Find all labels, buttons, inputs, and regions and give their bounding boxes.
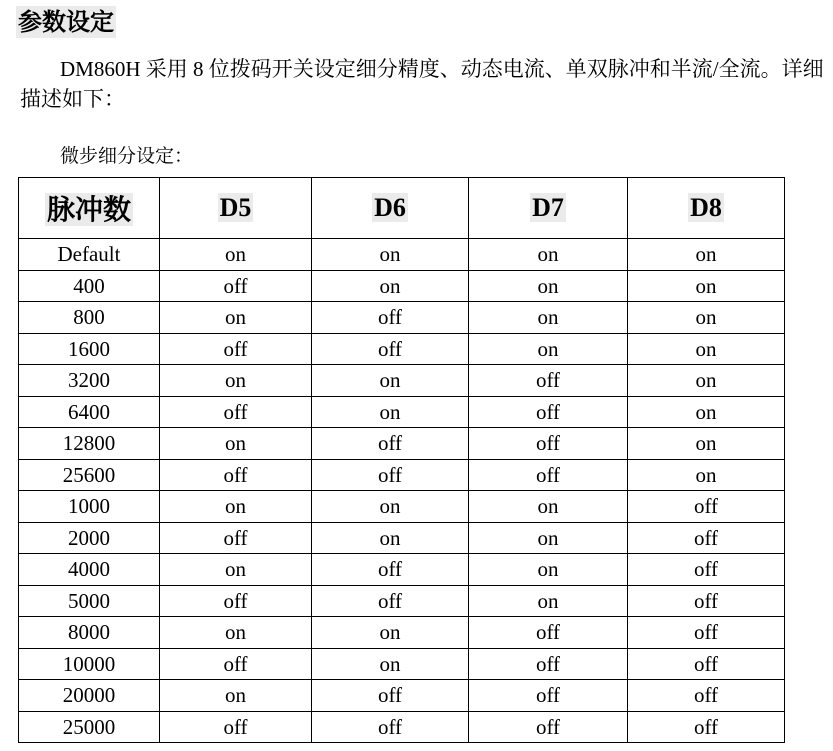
pulse-count-cell: 1000 [19, 491, 160, 523]
d6-cell: on [312, 365, 469, 397]
d5-cell: on [160, 554, 312, 586]
pulse-count-cell: 400 [19, 270, 160, 302]
table-row [19, 491, 785, 523]
table-row [19, 648, 785, 680]
table-row [19, 522, 785, 554]
d8-cell: off [628, 711, 785, 743]
table-body [19, 239, 785, 743]
d5-cell: off [160, 459, 312, 491]
d6-cell: off [312, 711, 469, 743]
header-d7 [469, 178, 628, 239]
d5-cell: off [160, 396, 312, 428]
pulse-count-cell: 2000 [19, 522, 160, 554]
table-row [19, 711, 785, 743]
header-pulse-count-label: 脉冲数 [46, 193, 131, 226]
d7-cell: on [469, 522, 628, 554]
d5-cell: off [160, 711, 312, 743]
table-row [19, 396, 785, 428]
table-row [19, 428, 785, 460]
header-d8-label: D8 [690, 193, 722, 222]
table-row [19, 617, 785, 649]
d5-cell: off [160, 648, 312, 680]
d6-cell: off [312, 302, 469, 334]
header-d5-label: D5 [219, 193, 252, 222]
d8-cell: off [628, 680, 785, 712]
microstep-table [18, 177, 785, 743]
d5-cell: off [160, 333, 312, 365]
pulse-count-cell: 800 [19, 302, 160, 334]
d7-cell: on [469, 239, 628, 271]
d6-cell: on [312, 491, 469, 523]
header-d6 [312, 178, 469, 239]
table-row [19, 459, 785, 491]
d5-cell: off [160, 522, 312, 554]
d6-cell: on [312, 617, 469, 649]
table-row [19, 270, 785, 302]
d5-cell: off [160, 270, 312, 302]
header-d5 [160, 178, 312, 239]
d7-cell: off [469, 459, 628, 491]
header-d6-label: D6 [374, 193, 406, 222]
d7-cell: on [469, 491, 628, 523]
d8-cell: on [628, 365, 785, 397]
d5-cell: on [160, 302, 312, 334]
d8-cell: off [628, 617, 785, 649]
header-pulse-count [19, 178, 160, 239]
table-row [19, 365, 785, 397]
d7-cell: off [469, 617, 628, 649]
table-row [19, 585, 785, 617]
d6-cell: off [312, 585, 469, 617]
d8-cell: on [628, 270, 785, 302]
header-d7-label: D7 [532, 193, 564, 222]
d7-cell: on [469, 554, 628, 586]
d6-cell: off [312, 459, 469, 491]
d6-cell: on [312, 522, 469, 554]
d5-cell: on [160, 239, 312, 271]
pulse-count-cell: 25000 [19, 711, 160, 743]
d8-cell: on [628, 239, 785, 271]
d8-cell: off [628, 491, 785, 523]
d7-cell: off [469, 680, 628, 712]
d7-cell: off [469, 711, 628, 743]
d5-cell: on [160, 617, 312, 649]
d5-cell: on [160, 491, 312, 523]
d7-cell: on [469, 585, 628, 617]
pulse-count-cell: 3200 [19, 365, 160, 397]
section-title [16, 6, 116, 38]
d6-cell: on [312, 648, 469, 680]
pulse-count-cell: 25600 [19, 459, 160, 491]
d8-cell: on [628, 333, 785, 365]
d7-cell: off [469, 648, 628, 680]
pulse-count-cell: Default [19, 239, 160, 271]
table-row [19, 680, 785, 712]
d7-cell: off [469, 365, 628, 397]
pulse-count-cell: 10000 [19, 648, 160, 680]
d6-cell: on [312, 396, 469, 428]
d8-cell: off [628, 648, 785, 680]
d8-cell: off [628, 585, 785, 617]
d6-cell: off [312, 680, 469, 712]
pulse-count-cell: 6400 [19, 396, 160, 428]
d7-cell: on [469, 302, 628, 334]
d6-cell: off [312, 333, 469, 365]
pulse-count-cell: 4000 [19, 554, 160, 586]
pulse-count-cell: 5000 [19, 585, 160, 617]
table-caption: 微步细分设定： [60, 146, 194, 167]
table-row [19, 239, 785, 271]
d8-cell: on [628, 396, 785, 428]
pulse-count-cell: 12800 [19, 428, 160, 460]
d5-cell: on [160, 680, 312, 712]
header-d8 [628, 178, 785, 239]
d7-cell: off [469, 396, 628, 428]
d8-cell: off [628, 554, 785, 586]
d7-cell: on [469, 270, 628, 302]
d8-cell: on [628, 428, 785, 460]
table-row [19, 333, 785, 365]
table-row [19, 554, 785, 586]
d8-cell: on [628, 302, 785, 334]
section-title-text: 参数设定 [18, 8, 114, 36]
d6-cell: off [312, 428, 469, 460]
d7-cell: on [469, 333, 628, 365]
d8-cell: off [628, 522, 785, 554]
d8-cell: on [628, 459, 785, 491]
d6-cell: on [312, 270, 469, 302]
pulse-count-cell: 1600 [19, 333, 160, 365]
d5-cell: off [160, 585, 312, 617]
table-header-row [19, 178, 785, 239]
table-row [19, 302, 785, 334]
d5-cell: on [160, 365, 312, 397]
pulse-count-cell: 20000 [19, 680, 160, 712]
d7-cell: off [469, 428, 628, 460]
d6-cell: on [312, 239, 469, 271]
d6-cell: off [312, 554, 469, 586]
pulse-count-cell: 8000 [19, 617, 160, 649]
d5-cell: on [160, 428, 312, 460]
intro-paragraph: DM860H 采用 8 位拨码开关设定细分精度、动态电流、单双脉冲和半流/全流。详细描述如下： [20, 57, 824, 111]
